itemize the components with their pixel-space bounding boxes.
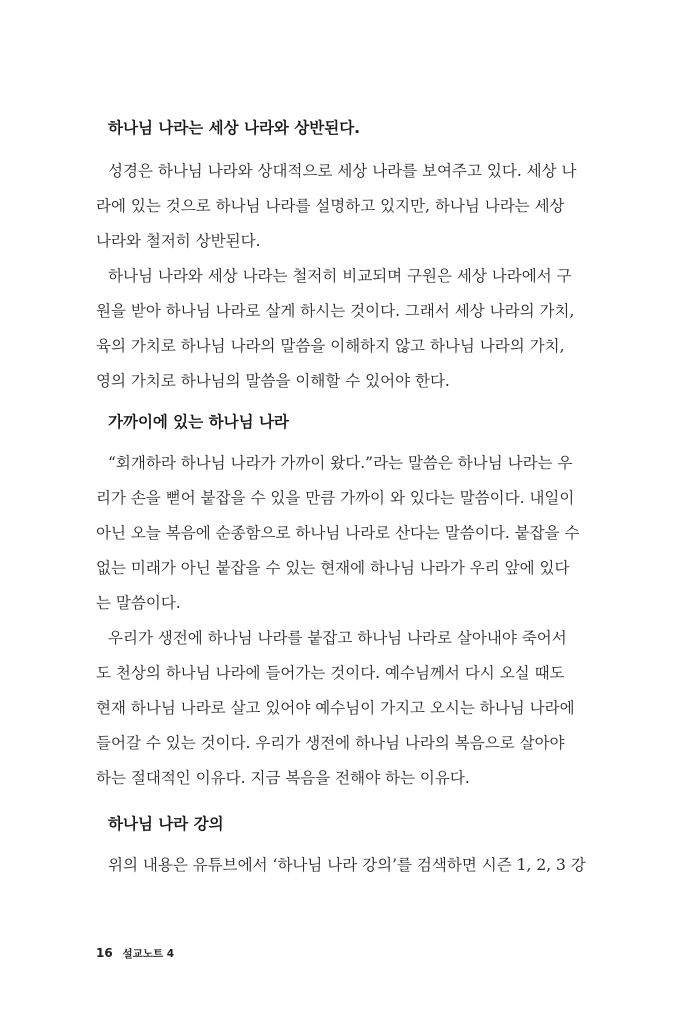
text-line: 하나님 나라와 세상 나라는 철저히 비교되며 구원은 세상 나라에서 구 [108, 267, 572, 285]
section-near-kingdom [96, 410, 590, 796]
text-line: 하는 절대적인 이유다. 지금 복음을 전해야 하는 이유다. [96, 769, 470, 787]
paragraph [96, 621, 590, 796]
paragraph [96, 259, 590, 399]
section-worldly-kingdom [96, 116, 590, 399]
section-kingdom-lecture [96, 812, 590, 883]
paragraph [96, 446, 590, 621]
text-line: 성경은 하나님 나라와 상대적으로 세상 나라를 보여주고 있다. 세상 나 [108, 162, 577, 180]
section-heading: 하나님 나라 강의 [108, 815, 224, 833]
text-line: 우리가 생전에 하나님 나라를 붙잡고 하나님 나라로 살아내야 죽어서 [108, 629, 567, 647]
text-line: 위의 내용은 유튜브에서 ‘하나님 나라 강의’를 검색하면 시즌 1, 2, 3 강 [108, 856, 586, 874]
text-line: “회개하라 하나님 나라가 가까이 왔다.”라는 말씀은 하나님 나라는 우 [108, 454, 573, 472]
paragraph [96, 154, 590, 259]
book-title: 설교노트 4 [122, 948, 175, 960]
page-footer [96, 946, 174, 961]
text-line: 나라와 철저히 상반된다. [96, 232, 261, 250]
text-line: 원을 받아 하나님 나라로 살게 하시는 것이다. 그래서 세상 나라의 가치, [96, 302, 575, 320]
text-line: 라에 있는 것으로 하나님 나라를 설명하고 있지만, 하나님 나라는 세상 [96, 197, 565, 215]
text-line: 는 말씀이다. [96, 594, 181, 612]
text-line: 아닌 오늘 복음에 순종함으로 하나님 나라로 산다는 말씀이다. 붙잡을 수 [96, 524, 580, 542]
text-line: 영의 가치로 하나님의 말씀을 이해할 수 있어야 한다. [96, 372, 450, 390]
page-number: 16 [96, 946, 113, 960]
paragraph [96, 848, 590, 883]
text-line: 도 천상의 하나님 나라에 들어가는 것이다. 예수님께서 다시 오실 때도 [96, 664, 565, 682]
text-line: 현재 하나님 나라로 살고 있어야 예수님이 가지고 오시는 하나님 나라에 [96, 699, 575, 717]
section-heading: 하나님 나라는 세상 나라와 상반된다. [108, 119, 361, 137]
text-line: 리가 손을 뻗어 붙잡을 수 있을 만큼 가까이 와 있다는 말씀이다. 내일이 [96, 489, 575, 507]
text-line: 없는 미래가 아닌 붙잡을 수 있는 현재에 하나님 나라가 우리 앞에 있다 [96, 559, 570, 577]
section-heading: 가까이에 있는 하나님 나라 [108, 413, 289, 431]
text-line: 들어갈 수 있는 것이다. 우리가 생전에 하나님 나라의 복음으로 살아야 [96, 734, 565, 752]
text-line: 육의 가치로 하나님 나라의 말씀을 이해하지 않고 하나님 나라의 가치, [96, 337, 565, 355]
